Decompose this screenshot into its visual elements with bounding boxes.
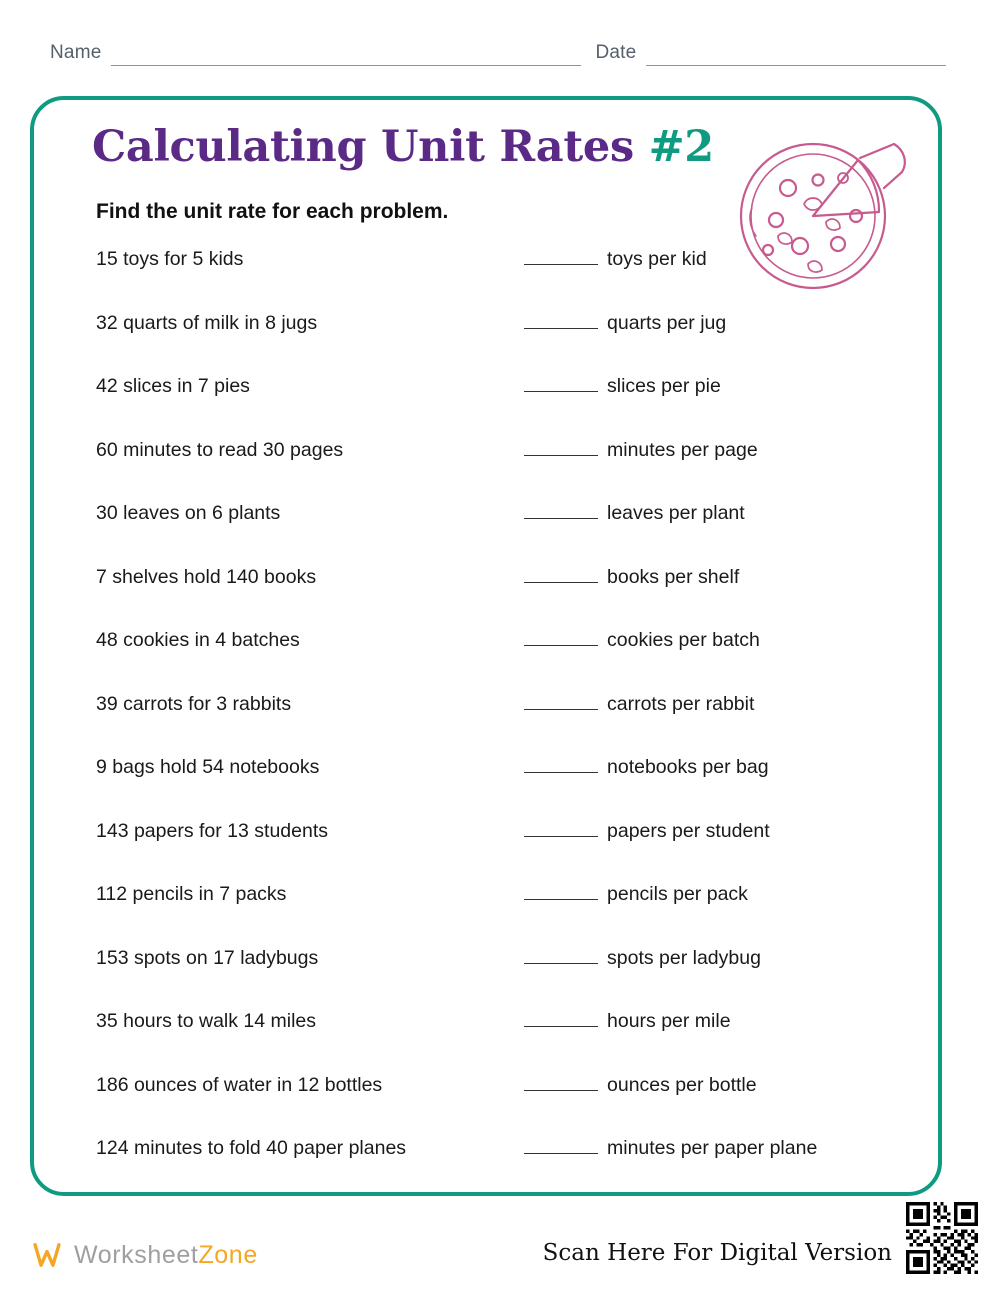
problem-unit: pencils per pack xyxy=(607,883,748,905)
worksheet-zone-logo[interactable] xyxy=(30,1238,258,1272)
problem-answer xyxy=(524,439,758,462)
date-label: Date xyxy=(595,42,637,63)
worksheet-card xyxy=(30,96,942,1196)
answer-blank[interactable] xyxy=(524,1139,598,1154)
answer-blank[interactable] xyxy=(524,568,598,583)
problem-unit: cookies per batch xyxy=(607,629,760,651)
problem-answer xyxy=(524,248,707,271)
problem-row xyxy=(96,883,896,947)
problem-row xyxy=(96,629,896,693)
problem-unit: spots per ladybug xyxy=(607,946,761,969)
answer-blank[interactable] xyxy=(524,1012,598,1027)
problem-unit: quarts per jug xyxy=(607,311,727,334)
scan-instruction-text: Scan Here For Digital Version xyxy=(542,1240,892,1266)
problem-list xyxy=(96,248,896,1201)
answer-blank[interactable] xyxy=(524,885,598,900)
problem-unit: minutes per page xyxy=(607,438,758,461)
problem-answer xyxy=(524,502,745,525)
answer-blank[interactable] xyxy=(524,250,598,265)
problem-row xyxy=(96,312,896,376)
problem-prompt: 30 leaves on 6 plants xyxy=(96,502,281,524)
problem-unit: notebooks per bag xyxy=(607,756,769,778)
problem-prompt: 7 shelves hold 140 books xyxy=(96,565,317,588)
name-label: Name xyxy=(50,42,102,63)
problem-prompt: 42 slices in 7 pies xyxy=(96,375,250,397)
problem-answer xyxy=(524,756,769,779)
problem-row xyxy=(96,375,896,439)
problem-prompt: 9 bags hold 54 notebooks xyxy=(96,756,320,778)
problem-row xyxy=(96,947,896,1011)
problem-row xyxy=(96,248,896,312)
problem-row xyxy=(96,693,896,757)
problem-prompt: 112 pencils in 7 packs xyxy=(96,883,287,905)
name-date-header xyxy=(50,36,960,66)
answer-blank[interactable] xyxy=(524,695,598,710)
problem-answer xyxy=(524,947,761,970)
answer-blank[interactable] xyxy=(524,314,598,329)
problem-prompt: 35 hours to walk 14 miles xyxy=(96,1010,317,1032)
name-input-line[interactable] xyxy=(111,45,581,66)
problem-row xyxy=(96,820,896,884)
problem-prompt: 186 ounces of water in 12 bottles xyxy=(96,1073,383,1096)
problem-answer xyxy=(524,629,760,652)
problem-unit: ounces per bottle xyxy=(607,1073,757,1096)
problem-answer xyxy=(524,375,721,398)
problem-prompt: 153 spots on 17 ladybugs xyxy=(96,946,319,969)
problem-unit: leaves per plant xyxy=(607,502,745,524)
problem-unit: books per shelf xyxy=(607,565,740,588)
problem-row xyxy=(96,1010,896,1074)
problem-unit: carrots per rabbit xyxy=(607,692,755,715)
problem-unit: hours per mile xyxy=(607,1010,731,1032)
problem-unit: papers per student xyxy=(607,819,770,842)
answer-blank[interactable] xyxy=(524,631,598,646)
answer-blank[interactable] xyxy=(524,758,598,773)
answer-blank[interactable] xyxy=(524,441,598,456)
answer-blank[interactable] xyxy=(524,504,598,519)
page-title-main: Calculating Unit Rates xyxy=(92,122,649,172)
logo-word-worksheet: Worksheet xyxy=(74,1240,199,1269)
problem-prompt: 124 minutes to fold 40 paper planes xyxy=(96,1137,407,1159)
logo-text xyxy=(74,1241,258,1270)
answer-blank[interactable] xyxy=(524,1076,598,1091)
instructions-text: Find the unit rate for each problem. xyxy=(96,200,449,223)
problem-unit: minutes per paper plane xyxy=(607,1137,818,1159)
problem-answer xyxy=(524,693,754,716)
problem-unit: toys per kid xyxy=(607,248,707,270)
problem-prompt: 143 papers for 13 students xyxy=(96,819,328,842)
problem-row xyxy=(96,566,896,630)
logo-w-icon xyxy=(30,1238,64,1272)
logo-word-zone: Zone xyxy=(198,1240,258,1269)
problem-prompt: 15 toys for 5 kids xyxy=(96,248,244,270)
problem-unit: slices per pie xyxy=(607,375,721,397)
problem-answer xyxy=(524,566,739,589)
page-title xyxy=(92,122,714,172)
problem-answer xyxy=(524,312,726,335)
date-input-line[interactable] xyxy=(646,45,946,66)
answer-blank[interactable] xyxy=(524,822,598,837)
problem-row xyxy=(96,439,896,503)
problem-answer xyxy=(524,1010,731,1033)
problem-answer xyxy=(524,1074,757,1097)
answer-blank[interactable] xyxy=(524,949,598,964)
problem-answer xyxy=(524,1137,817,1160)
problem-row xyxy=(96,502,896,566)
problem-row xyxy=(96,756,896,820)
page-title-accent: #2 xyxy=(648,122,714,172)
problem-answer xyxy=(524,883,748,906)
page-footer xyxy=(0,1210,1000,1280)
problem-answer xyxy=(524,820,770,843)
answer-blank[interactable] xyxy=(524,377,598,392)
problem-row xyxy=(96,1074,896,1138)
problem-prompt: 39 carrots for 3 rabbits xyxy=(96,692,292,715)
problem-prompt: 48 cookies in 4 batches xyxy=(96,629,300,651)
problem-prompt: 32 quarts of milk in 8 jugs xyxy=(96,311,318,334)
problem-prompt: 60 minutes to read 30 pages xyxy=(96,438,344,461)
qr-code-icon[interactable] xyxy=(906,1202,978,1274)
problem-row xyxy=(96,1137,896,1201)
